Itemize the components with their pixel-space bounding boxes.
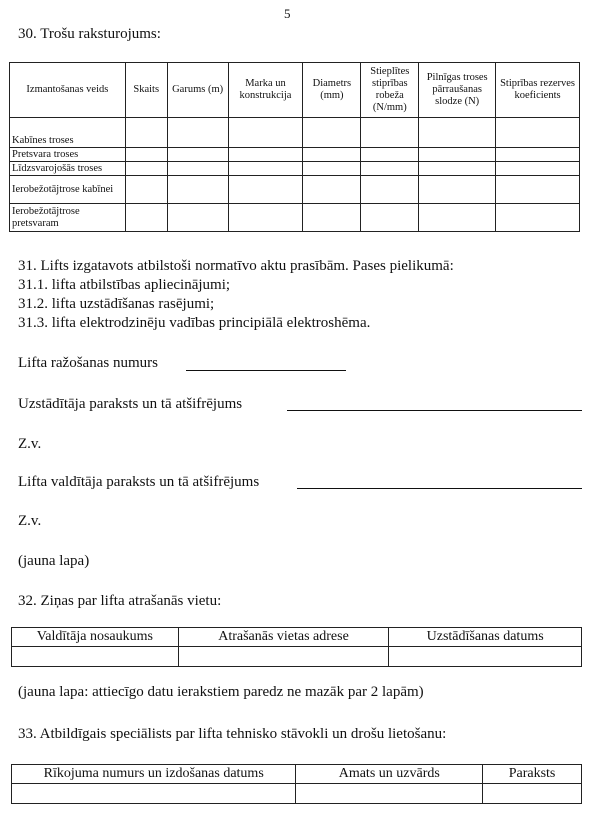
location-header-address: Atrašanās vietas adrese [178,628,389,647]
rope-row-label: Ierobežotājtrose kabīnei [10,176,126,204]
specialist-header-signature: Paraksts [483,765,582,784]
rope-table-header-row [10,63,580,118]
stamp-place-1: Z.v. [18,436,42,452]
stamp-place-2: Z.v. [18,513,42,529]
rope-header-diameter: Diametrs (mm) [303,63,361,118]
section-31-item-1: 31.1. lifta atbilstības apliecinājumi; [18,277,231,293]
installer-signature-label: Uzstādītāja paraksts un tā atšifrējums [18,396,243,412]
section-32-title: 32. Ziņas par lifta atrašanās vietu: [18,593,222,609]
rope-header-length: Garums (m) [167,63,228,118]
section-32-note: (jauna lapa: attiecīgo datu ierakstiem paredz ne mazāk par 2 lapām) [18,684,424,700]
table-row [10,204,580,232]
page-number: 5 [284,6,291,21]
section-30-title: 30. Trošu raksturojums: [18,26,161,42]
rope-header-usage: Izmantošanas veids [10,63,126,118]
location-table [11,627,582,667]
rope-header-count: Skaits [125,63,167,118]
section-33-title: 33. Atbildīgais speciālists par lifta tehnisko stāvokli un drošu lietošanu: [18,726,447,742]
table-row [10,118,580,148]
table-row [12,647,582,667]
table-row [12,784,582,804]
rope-header-wire-strength: Stieplītes stiprības robeža (N/mm) [361,63,419,118]
owner-signature-line[interactable] [297,488,582,489]
table-row [10,176,580,204]
new-page-note: (jauna lapa) [18,553,90,569]
section-31-line: 31. Lifts izgatavots atbilstoši normatīvo aktu prasībām. Pases pielikumā: [18,258,454,274]
serial-number-line[interactable] [186,370,346,371]
rope-row-label: Līdzsvarojošās troses [10,162,126,176]
specialist-header-position: Amats un uzvārds [296,765,483,784]
location-header-owner: Valdītāja nosaukums [12,628,179,647]
table-row [10,148,580,162]
table-row [10,162,580,176]
owner-signature-label: Lifta valdītāja paraksts un tā atšifrējums [18,474,260,490]
rope-characteristics-table [9,62,580,232]
rope-header-breaking-load: Pilnīgas troses pārraušanas slodze (N) [419,63,496,118]
specialist-header-order: Rīkojuma numurs un izdošanas datums [12,765,296,784]
location-table-header-row [12,628,582,647]
rope-row-label: Ierobežotājtrose pretsvaram [10,204,126,232]
responsible-specialist-table [11,764,582,804]
serial-number-label: Lifta ražošanas numurs [18,355,158,371]
section-31-item-2: 31.2. lifta uzstādīšanas rasējumi; [18,296,215,312]
rope-row-label: Pretsvara troses [10,148,126,162]
rope-header-safety-factor: Stiprības rezerves koeficients [496,63,580,118]
section-31-item-3: 31.3. lifta elektrodzinēju vadības principiālā elektroshēma. [18,315,371,331]
location-header-install-date: Uzstādīšanas datums [389,628,582,647]
rope-header-brand: Marka un konstrukcija [228,63,303,118]
specialist-table-header-row [12,765,582,784]
rope-row-label: Kabīnes troses [10,118,126,148]
installer-signature-line[interactable] [287,410,582,411]
